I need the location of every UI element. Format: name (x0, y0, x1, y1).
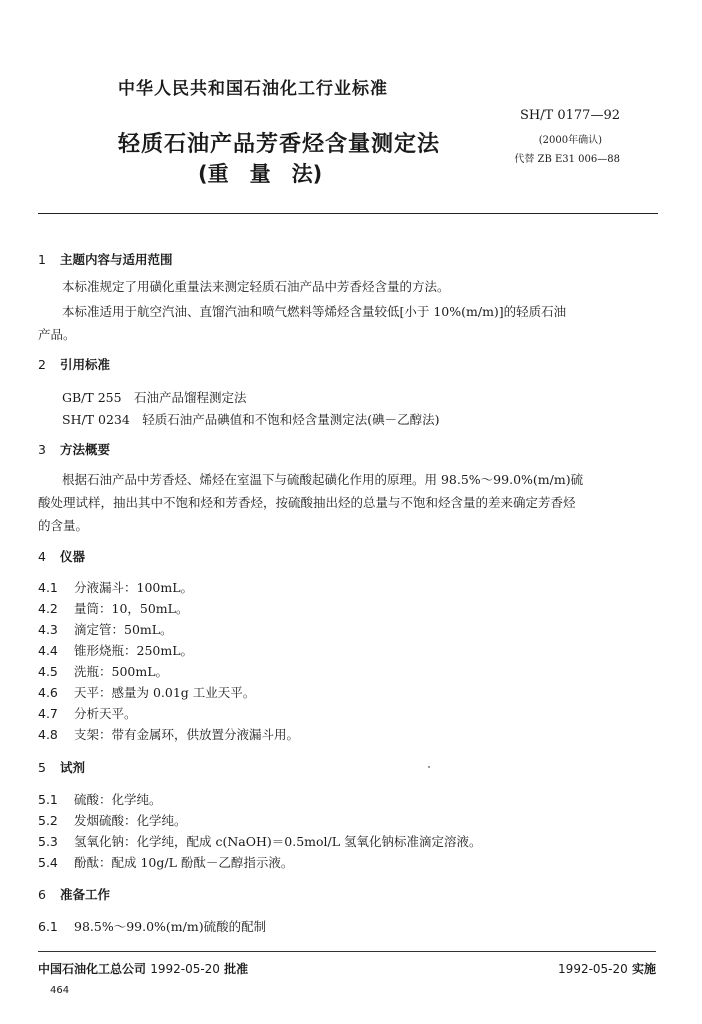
reference-sh-t-0234: SH/T 0234 轻质石油产品碘值和不饱和烃含量测定法(碘－乙醇法) (62, 412, 440, 427)
section-1-heading (38, 250, 173, 268)
section-3-line-3: 的含量。 (38, 518, 89, 533)
section-1-para-2: 本标准适用于航空汽油、直馏汽油和喷气燃料等烯烃含量较低[小于 10%(m/m)]的轻质石油 (62, 304, 567, 319)
list-item: 4.2 量筒：10，50mL。 (38, 601, 189, 616)
document-title: 轻质石油产品芳香烃含量测定法 (118, 132, 441, 157)
section-title: 仪器 (60, 549, 86, 564)
list-item: 4.3 滴定管：50mL。 (38, 622, 173, 637)
section-title: 准备工作 (60, 887, 111, 902)
list-item: 4.7 分析天平。 (38, 706, 137, 721)
issue-label: 批准 (224, 962, 249, 976)
header-divider (38, 213, 658, 214)
section-title: 方法概要 (60, 442, 111, 457)
issuing-authority: 中华人民共和国石油化工行业标准 (118, 79, 388, 99)
list-item: 4.4 锥形烧瓶：250mL。 (38, 643, 194, 658)
footer-issue (38, 960, 248, 977)
section-3-heading (38, 440, 110, 458)
section-number: 1 (38, 252, 46, 267)
section-number: 4 (38, 549, 46, 564)
section-1-para-1: 本标准规定了用磺化重量法来测定轻质石油产品中芳香烃含量的方法。 (62, 279, 450, 294)
confirmation-note: (2000年确认) (538, 135, 602, 146)
section-2-heading (38, 355, 110, 373)
list-item: 4.5 洗瓶：500mL。 (38, 664, 169, 679)
standard-code: SH/T 0177—92 (519, 108, 620, 123)
section-3-line-1: 根据石油产品中芳香烃、烯烃在室温下与硫酸起磺化作用的原理。用 98.5%～99.0%(m/m)硫 (62, 472, 584, 487)
section-title: 主题内容与适用范围 (60, 252, 173, 267)
implementation-label: 实施 (631, 962, 656, 976)
section-4-heading (38, 547, 85, 565)
list-item: 4.1 分液漏斗：100mL。 (38, 580, 194, 595)
list-item: 5.1 硫酸：化学纯。 (38, 792, 162, 807)
section-number: 6 (38, 887, 46, 902)
section-6-heading (38, 885, 110, 903)
list-item: 5.2 发烟硫酸：化学纯。 (38, 813, 187, 828)
list-item: 5.4 酚酞：配成 10g/L 酚酞－乙醇指示液。 (38, 855, 294, 870)
scan-speck (428, 766, 430, 768)
list-item: 6.1 98.5%～99.0%(m/m)硫酸的配制 (38, 919, 267, 934)
footer-implementation (558, 960, 656, 977)
section-title: 试剂 (60, 760, 86, 775)
section-1-para-2-cont: 产品。 (38, 327, 76, 342)
section-title: 引用标准 (60, 357, 111, 372)
section-number: 2 (38, 357, 46, 372)
section-5-heading (38, 758, 85, 776)
issuer-name: 中国石油化工总公司 (38, 962, 147, 976)
list-item: 4.8 支架：带有金属环，供放置分液漏斗用。 (38, 727, 300, 742)
section-number: 3 (38, 442, 46, 457)
document-subtitle: (重 量 法) (198, 162, 323, 186)
section-number: 5 (38, 760, 46, 775)
page-number: 464 (50, 985, 70, 996)
list-item: 4.6 天平：感量为 0.01g 工业天平。 (38, 685, 256, 700)
section-3-line-2: 酸处理试样，抽出其中不饱和烃和芳香烃，按硫酸抽出烃的总量与不饱和烃含量的差来确定芳香烃 (38, 495, 576, 510)
footer-divider (38, 951, 656, 952)
list-item: 5.3 氢氧化钠：化学纯，配成 c(NaOH)＝0.5mol/L 氢氧化钠标准滴定溶液。 (38, 834, 482, 849)
replacement-note: 代替 ZB E31 006—88 (514, 154, 620, 165)
reference-gb-t-255: GB/T 255 石油产品馏程测定法 (62, 390, 247, 405)
implementation-date: 1992-05-20 (558, 962, 628, 976)
issue-date: 1992-05-20 (150, 962, 220, 976)
